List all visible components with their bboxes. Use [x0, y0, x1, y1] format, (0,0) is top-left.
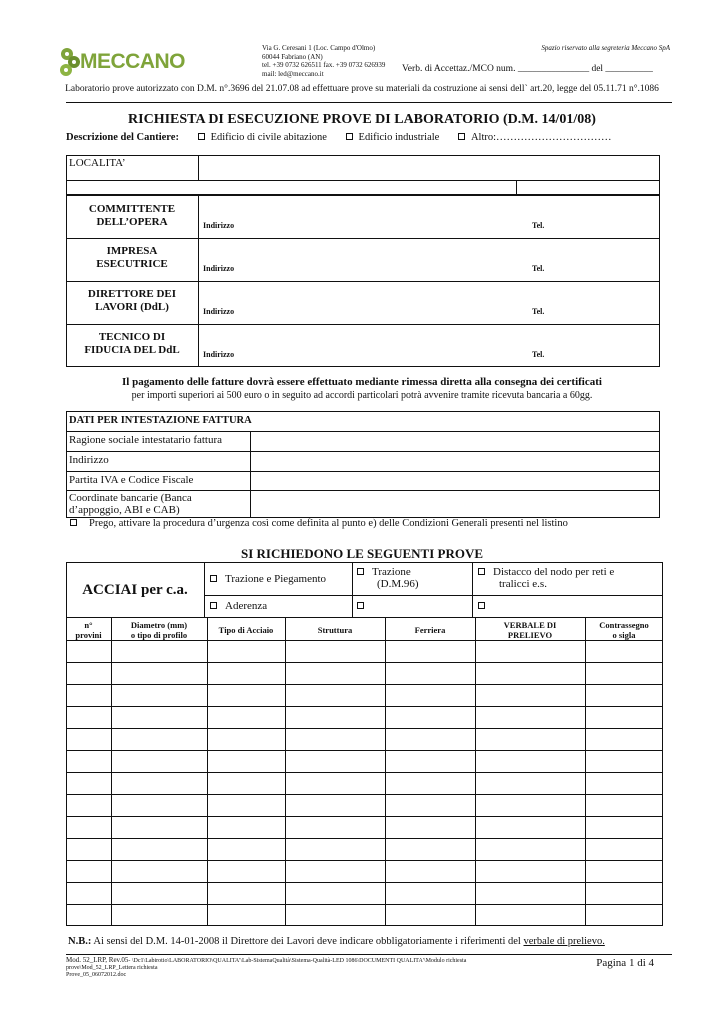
table-cell[interactable] [586, 729, 662, 749]
fattura-ragione-label: Ragione sociale intestatario fattura [69, 434, 223, 446]
table-cell[interactable] [586, 707, 662, 727]
authorization-line: Laboratorio prove autorizzato con D.M. n°.3696 del 21.07.08 ad effettuare prove su materiali da costruzione ai sensi dell` art.20, legge del 05.11.71 n°.1086 [65, 84, 659, 94]
fattura-banca-label [69, 492, 192, 516]
partita-iva-input[interactable] [252, 473, 658, 489]
table-cell[interactable] [112, 905, 206, 925]
table-cell[interactable] [208, 685, 284, 705]
localita-col-divider [198, 155, 199, 180]
option-aderenza [210, 600, 267, 612]
table-cell[interactable] [286, 685, 384, 705]
fattura-row-divider [66, 431, 660, 432]
party-label-line: TECNICO DI [98, 331, 166, 343]
tests-col-divider [352, 562, 353, 617]
col-header-contrassegno [585, 620, 663, 640]
table-cell[interactable] [112, 707, 206, 727]
table-cell[interactable] [286, 839, 384, 859]
checkbox-trazione-dm96[interactable] [357, 568, 364, 575]
col-header-line: Diametro (mm) [130, 620, 188, 630]
option-label: Distacco del nodo per reti e [493, 566, 615, 578]
tecnico-tel-label: Tel. [532, 350, 545, 359]
bank-label-line: d’appoggio, ABI e CAB) [69, 504, 180, 516]
tests-col-divider [204, 562, 205, 617]
table-cell[interactable] [476, 663, 584, 683]
option-label: Trazione [372, 566, 411, 578]
table-cell[interactable] [67, 773, 110, 793]
table-cell[interactable] [67, 751, 110, 771]
header-divider [66, 102, 672, 103]
tecnico-label [66, 331, 198, 357]
address-line: 60044 Fabriano (AN) [262, 52, 323, 61]
address-line: Via G. Ceresani 1 (Loc. Campo d'Olmo) [262, 44, 376, 52]
table-cell[interactable] [586, 861, 662, 881]
table-cell[interactable] [476, 817, 584, 837]
option-distacco-nodo [478, 566, 614, 590]
table-cell[interactable] [208, 751, 284, 771]
table-cell[interactable] [386, 751, 474, 771]
committente-tel-label: Tel. [532, 221, 545, 230]
table-cell[interactable] [476, 641, 584, 661]
table-cell[interactable] [476, 861, 584, 881]
fattura-piva-label: Partita IVA e Codice Fiscale [69, 474, 194, 486]
table-cell[interactable] [208, 905, 284, 925]
urgent-procedure [70, 518, 568, 529]
table-cell[interactable] [586, 773, 662, 793]
party-label-line: COMMITTENTE [88, 203, 176, 215]
impresa-tel-label: Tel. [532, 264, 545, 273]
table-cell[interactable] [286, 817, 384, 837]
col-header-line: o sigla [612, 630, 636, 640]
cantiere-label: Descrizione del Cantiere: [66, 132, 179, 143]
table-cell[interactable] [476, 795, 584, 815]
table-cell[interactable] [386, 685, 474, 705]
bank-label-line: Coordinate bancarie (Banca [69, 492, 192, 504]
table-cell[interactable] [586, 685, 662, 705]
checkbox-altro[interactable] [458, 133, 465, 140]
option-blank-2 [478, 600, 493, 612]
page-number: Pagina 1 di 4 [596, 957, 654, 969]
localita-input[interactable] [200, 157, 656, 179]
table-cell[interactable] [208, 773, 284, 793]
col-header-line: VERBALE DI [503, 620, 557, 630]
checkbox-aderenza[interactable] [210, 602, 217, 609]
party-label-line: ESECUTRICE [96, 258, 168, 270]
tests-option-divider [204, 595, 663, 596]
col-header-provini [66, 620, 111, 640]
fattura-indirizzo-label: Indirizzo [69, 454, 109, 466]
checkbox-blank-1[interactable] [357, 602, 364, 609]
table-cell[interactable] [476, 883, 584, 903]
committente-address-label: Indirizzo [203, 221, 235, 230]
indirizzo-input[interactable] [252, 453, 658, 470]
table-cell[interactable] [286, 751, 384, 771]
address-line: mail: led@meccano.it [262, 69, 324, 78]
localita-label: LOCALITA’ [69, 157, 126, 169]
cantiere-description [66, 132, 618, 143]
table-cell[interactable] [67, 729, 110, 749]
localita-subcol-divider [516, 180, 517, 195]
option-label: Trazione e Piegamento [225, 573, 327, 585]
table-cell[interactable] [586, 905, 662, 925]
footer-info [66, 957, 536, 979]
table-cell[interactable] [208, 707, 284, 727]
table-cell[interactable] [67, 905, 110, 925]
tests-col-divider [472, 562, 473, 617]
table-cell[interactable] [208, 883, 284, 903]
table-cell[interactable] [386, 773, 474, 793]
table-cell[interactable] [112, 773, 206, 793]
parties-row-divider [66, 238, 660, 239]
table-cell[interactable] [286, 773, 384, 793]
table-cell[interactable] [586, 751, 662, 771]
table-cell[interactable] [208, 839, 284, 859]
table-cell[interactable] [112, 883, 206, 903]
tests-section-title: SI RICHIEDONO LE SEGUENTI PROVE [241, 546, 483, 561]
table-cell[interactable] [67, 883, 110, 903]
table-cell[interactable] [286, 707, 384, 727]
nb-underlined: verbale di prelievo. [523, 936, 605, 947]
table-cell[interactable] [386, 905, 474, 925]
logo-text: MECCANO [80, 50, 185, 73]
table-cell[interactable] [208, 861, 284, 881]
direttore-tel-label: Tel. [532, 307, 545, 316]
footer-path: - \Dc1\Labirotio\LABORATORIO\QUALITA'\Lab-SistemaQualità\Sistema-Qualità-LED 1086\DOCUMENTI QUALITA'\Modulo richiesta prove\Mod_52_LRP_Lettera richiesta [66, 958, 467, 971]
table-cell[interactable] [586, 663, 662, 683]
direttore-address-label: Indirizzo [203, 307, 235, 316]
party-label-line: DELL’OPERA [96, 216, 168, 228]
table-cell[interactable] [476, 729, 584, 749]
option-altro[interactable]: Altro:…………………………… [470, 132, 612, 143]
table-cell[interactable] [67, 685, 110, 705]
parties-row-divider [66, 281, 660, 282]
option-label: tralicci e.s. [499, 578, 547, 590]
table-cell[interactable] [286, 641, 384, 661]
checkbox-urgenza[interactable] [70, 519, 77, 526]
address-line: tel. +39 0732 626511 fax. +39 0732 626939 [262, 61, 386, 70]
checkbox-industriale[interactable] [346, 133, 353, 140]
checkbox-blank-2[interactable] [478, 602, 485, 609]
table-cell[interactable] [112, 861, 206, 881]
fattura-row-divider [66, 490, 660, 491]
option-trazione-piegamento [210, 573, 326, 585]
col-header-line: provini [75, 630, 102, 640]
table-cell[interactable] [586, 839, 662, 859]
fattura-row-divider [66, 451, 660, 452]
page-title: RICHIESTA DI ESECUZIONE PROVE DI LABORATORIO (D.M. 14/01/08) [128, 112, 596, 127]
option-label: Aderenza [225, 600, 268, 612]
acciai-label: ACCIAI per c.a. [82, 582, 188, 598]
table-cell[interactable] [386, 883, 474, 903]
table-cell[interactable] [476, 707, 584, 727]
col-header-tipo-acciaio: Tipo di Acciaio [218, 625, 274, 635]
table-cell[interactable] [586, 641, 662, 661]
table-cell[interactable] [208, 729, 284, 749]
table-cell[interactable] [586, 795, 662, 815]
table-cell[interactable] [386, 663, 474, 683]
table-cell[interactable] [286, 795, 384, 815]
table-cell[interactable] [286, 861, 384, 881]
table-cell[interactable] [476, 685, 584, 705]
table-cell[interactable] [386, 641, 474, 661]
option-industriale: Edificio industriale [358, 132, 440, 143]
table-cell[interactable] [112, 839, 206, 859]
table-cell[interactable] [476, 773, 584, 793]
table-cell[interactable] [67, 707, 110, 727]
table-cell[interactable] [386, 729, 474, 749]
payment-notice: Il pagamento delle fatture dovrà essere effettuato mediante rimessa diretta alla consegna dei certificati [122, 376, 602, 388]
nb-text: Ai sensi del D.M. 14-01-2008 il Direttore dei Lavori deve indicare obbligatoriamente i riferimenti del [91, 936, 524, 947]
footer-module: Mod. 52_LRP, Rev.05 [66, 956, 129, 964]
table-cell[interactable] [67, 663, 110, 683]
coordinate-bancarie-input[interactable] [252, 492, 658, 517]
reserved-note: Spazio riservato alla segreteria Meccano SpA [541, 44, 670, 52]
table-cell[interactable] [112, 795, 206, 815]
company-address [262, 44, 402, 78]
table-cell[interactable] [67, 817, 110, 837]
footer-file: Prove_05_06072012.doc [66, 972, 127, 978]
table-cell[interactable] [586, 817, 662, 837]
checkbox-trazione-piegamento[interactable] [210, 575, 217, 582]
impresa-label [66, 245, 198, 271]
table-cell[interactable] [476, 839, 584, 859]
col-header-ferriera: Ferriera [414, 625, 446, 635]
col-header-line: n° [84, 620, 93, 630]
ragione-sociale-input[interactable] [252, 433, 658, 450]
nb-prefix: N.B.: [68, 936, 92, 947]
table-cell[interactable] [476, 905, 584, 925]
option-civile: Edificio di civile abitazione [210, 132, 327, 143]
table-cell[interactable] [67, 861, 110, 881]
table-cell[interactable] [67, 795, 110, 815]
tests-header-divider [66, 617, 663, 618]
tecnico-address-label: Indirizzo [203, 350, 235, 359]
table-cell[interactable] [286, 729, 384, 749]
table-cell[interactable] [67, 839, 110, 859]
col-header-line: PRELIEVO [507, 630, 553, 640]
table-cell[interactable] [112, 817, 206, 837]
direttore-label [66, 288, 198, 314]
col-header-struttura: Struttura [317, 625, 353, 635]
table-cell[interactable] [386, 861, 474, 881]
footer-divider [66, 954, 672, 955]
table-cell[interactable] [286, 905, 384, 925]
table-cell[interactable] [208, 817, 284, 837]
checkbox-distacco-nodo[interactable] [478, 568, 485, 575]
option-blank-1 [357, 600, 372, 612]
table-cell[interactable] [112, 641, 206, 661]
option-label: (D.M.96) [377, 578, 419, 590]
table-cell[interactable] [286, 883, 384, 903]
committente-label [66, 203, 198, 229]
checkbox-civile[interactable] [198, 133, 205, 140]
fattura-header: DATI PER INTESTAZIONE FATTURA [69, 415, 252, 426]
meccano-logo [58, 44, 185, 78]
option-trazione-dm96 [357, 566, 419, 590]
table-cell[interactable] [386, 707, 474, 727]
table-cell[interactable] [586, 883, 662, 903]
table-cell[interactable] [386, 795, 474, 815]
table-cell[interactable] [476, 751, 584, 771]
fattura-col-divider [250, 431, 251, 518]
party-label-line: IMPRESA [106, 245, 158, 257]
verbale-accettazione-field[interactable]: Verb. di Accettaz./MCO num. _______________ del __________ [402, 64, 653, 74]
table-cell[interactable] [112, 685, 206, 705]
col-header-line: Contrassegno [599, 620, 649, 630]
table-cell[interactable] [386, 817, 474, 837]
col-header-verbale [475, 620, 585, 640]
party-label-line: FIDUCIA DEL DdL [84, 344, 180, 356]
nb-note [68, 936, 605, 947]
table-cell[interactable] [386, 839, 474, 859]
col-header-line: o tipo di profilo [130, 630, 188, 640]
fattura-row-divider [66, 471, 660, 472]
table-cell[interactable] [286, 663, 384, 683]
parties-row-divider [66, 324, 660, 325]
table-cell[interactable] [67, 641, 110, 661]
urgent-text: Prego, attivare la procedura d’urgenza così come definita al punto e) delle Condizioni Generali presenti nel listino [89, 518, 568, 529]
payment-note: per importi superiori ai 500 euro o in seguito ad accordi particolari potrà avvenire tramite ricevuta bancaria a 60gg. [131, 390, 593, 401]
table-cell[interactable] [208, 795, 284, 815]
col-header-diametro [111, 620, 207, 640]
table-cell[interactable] [112, 729, 206, 749]
table-cell[interactable] [112, 751, 206, 771]
party-label-line: DIRETTORE DEI [87, 288, 177, 300]
impresa-address-label: Indirizzo [203, 264, 235, 273]
table-cell[interactable] [208, 641, 284, 661]
localita-divider [66, 180, 660, 181]
party-label-line: LAVORI (DdL) [95, 301, 169, 313]
table-cell[interactable] [208, 663, 284, 683]
table-cell[interactable] [112, 663, 206, 683]
